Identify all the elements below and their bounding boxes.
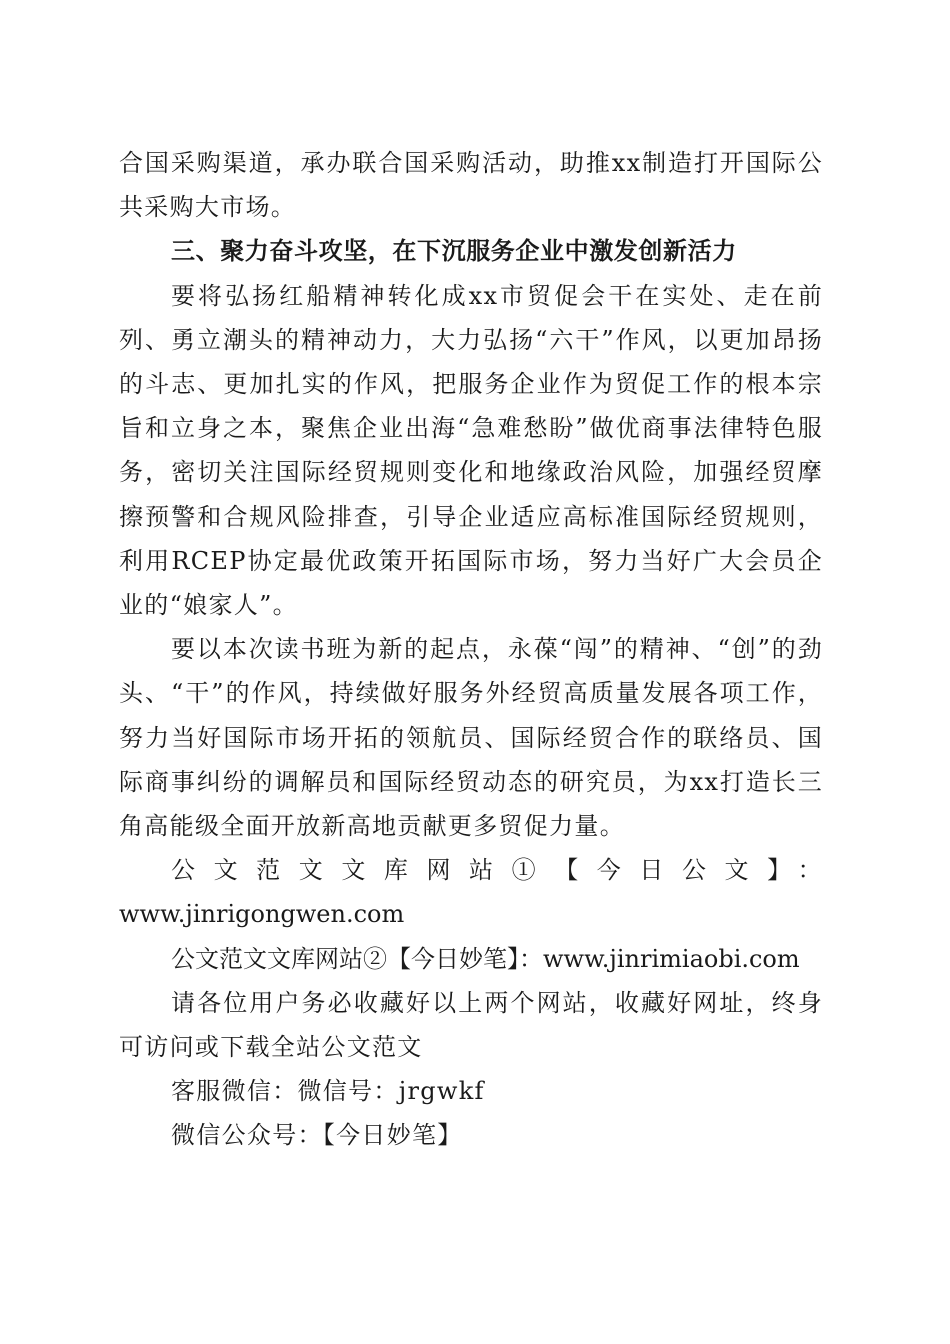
paragraph-body: 要将弘扬红船精神转化成xx市贸促会干在实处、走在前列、勇立潮头的精神动力，大力弘扬“六干”作风，以更加昂扬的斗志、更加扎实的作风，把服务企业作为贸促工作的根本宗旨和立身之本，聚焦企业出海“急难愁盼”做优商事法律特色服务，密切关注国际经贸规则变化和地缘政治风险，加强经贸摩擦预警和合规风险排查，引导企业适应高标准国际经贸规则，利用RCEP协定最优政策开拓国际市场，努力当好广大会员企业的“娘家人”。	[119, 281, 823, 620]
paragraph-continuation: 合国采购渠道，承办联合国采购活动，助推xx制造打开国际公共采购大市场。	[119, 149, 823, 222]
site2-label: 公文范文文库网站②【今日妙笔】：	[171, 944, 543, 973]
website-line-2	[119, 937, 823, 981]
service-wechat: 客服微信：微信号：jrgwkf	[171, 1077, 485, 1106]
official-account: 微信公众号：【今日妙笔】	[171, 1121, 463, 1150]
document-body	[119, 141, 823, 1158]
site1-url[interactable]: www.jinrigongwen.com	[119, 900, 405, 929]
notice-text: 请各位用户务必收藏好以上两个网站，收藏好网址，终身可访问或下载全站公文范文	[119, 988, 823, 1062]
site2-url[interactable]: www.jinrimiaobi.com	[543, 944, 800, 973]
website-line-1	[119, 848, 823, 936]
site1-label: 公文范文文库网站①【今日公文】：	[171, 856, 823, 885]
paragraph-body: 要以本次读书班为新的起点，永葆“闯”的精神、“创”的劲头、“干”的作风，持续做好服务外经贸高质量发展各项工作，努力当好国际市场开拓的领航员、国际经贸合作的联络员、国际商事纠纷的调解员和国际经贸动态的研究员，为xx打造长三角高能级全面开放新高地贡献更多贸促力量。	[119, 635, 823, 841]
section-heading: 三、聚力奋斗攻坚，在下沉服务企业中激发创新活力	[171, 237, 737, 266]
